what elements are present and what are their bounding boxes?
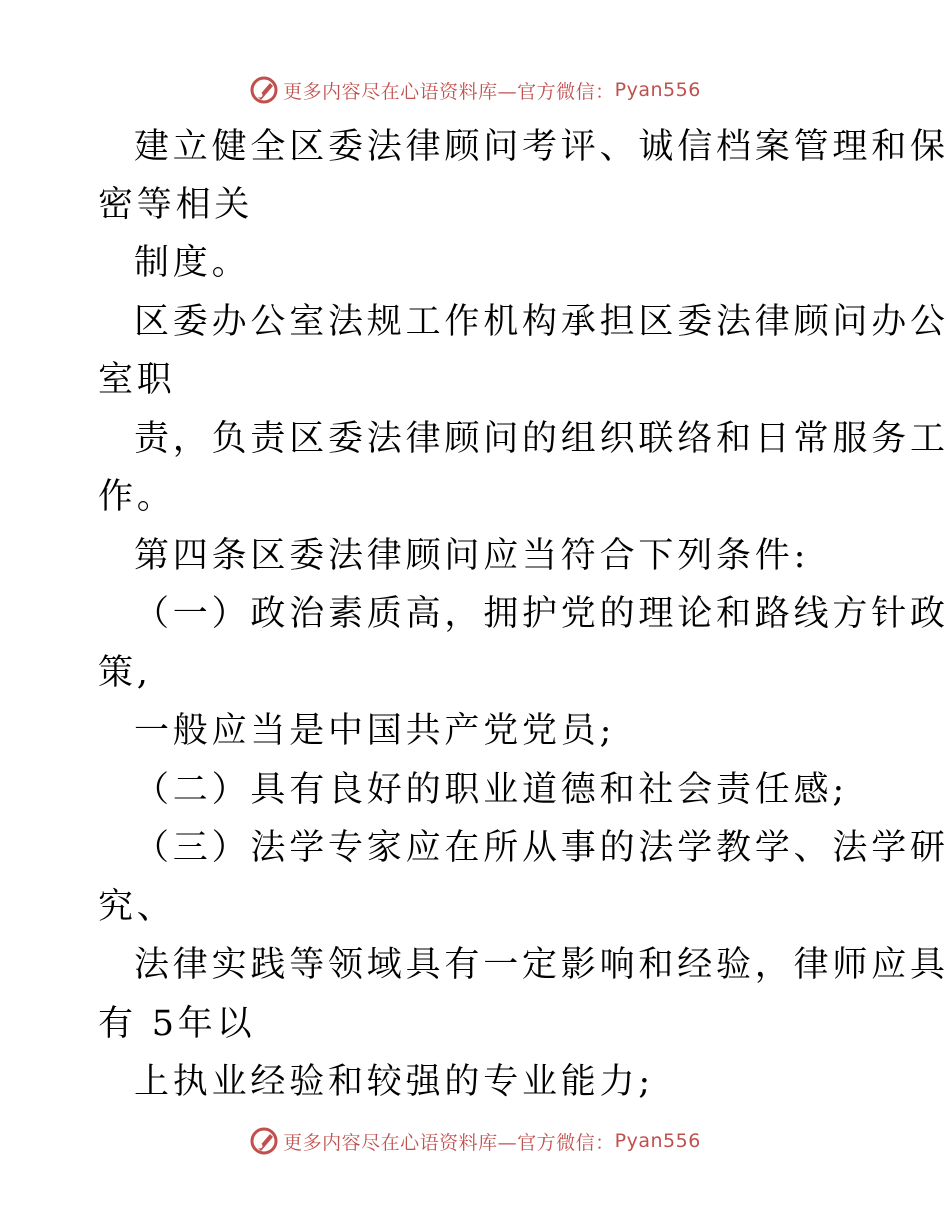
pen-logo-icon <box>249 1126 279 1156</box>
text-line: 制度。 <box>134 243 251 283</box>
text-line: （一）政治素质高，拥护党的理论和路线方针政 <box>134 594 949 634</box>
text-line: 一般应当是中国共产党党员; <box>134 711 616 751</box>
text-line: 法律实践等领域具有一定影响和经验，律师应具 <box>134 945 949 985</box>
pen-logo-icon <box>249 75 279 105</box>
watermark-text: 更多内容尽在心语资料库—官方微信： <box>283 80 615 103</box>
watermark-wechat-id: Pyan556 <box>614 1130 701 1152</box>
text-line: （三）法学专家应在所从事的法学教学、法学研 <box>134 828 949 868</box>
text-line: 责，负责区委法律顾问的组织联络和日常服务工 <box>134 419 949 459</box>
text-line: 室职 <box>98 360 176 400</box>
text-line: 作。 <box>98 477 176 517</box>
text-line: 区委办公室法规工作机构承担区委法律顾问办公 <box>134 302 949 342</box>
watermark-wechat-id: Pyan556 <box>614 79 701 101</box>
text-line: 策, <box>98 653 152 693</box>
header-watermark <box>0 70 950 110</box>
text-line: 密等相关 <box>98 185 254 225</box>
text-line: （二）具有良好的职业道德和社会责任感; <box>134 770 848 810</box>
footer-watermark <box>0 1121 950 1161</box>
watermark-text: 更多内容尽在心语资料库—官方微信： <box>283 1131 615 1154</box>
text-line: 究、 <box>98 887 176 927</box>
text-line: 上执业经验和较强的专业能力; <box>134 1062 654 1102</box>
text-line: 建立健全区委法律顾问考评、诚信档案管理和保 <box>134 127 949 167</box>
text-line: 第四条区委法律顾问应当符合下列条件: <box>134 536 810 576</box>
text-line: 有 5年以 <box>98 1004 256 1044</box>
